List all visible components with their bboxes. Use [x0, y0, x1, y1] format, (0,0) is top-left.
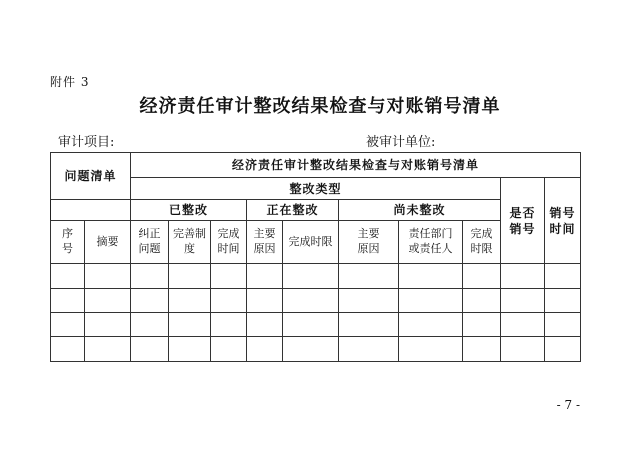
page-number: - 7 - [556, 398, 580, 412]
table-row [51, 264, 581, 288]
col-deadline-header: 完成时限 [283, 221, 339, 264]
col-main-reason2-header: 主要 原因 [339, 221, 399, 264]
audit-item-label: 审计项目: [58, 135, 115, 150]
col-summary-header: 摘要 [85, 221, 131, 264]
is-cancelled-header: 是否 销号 [501, 178, 545, 264]
col-deadline2-header: 完成 时限 [463, 221, 501, 264]
table-row [51, 313, 581, 337]
audited-unit-label: 被审计单位: [366, 135, 436, 150]
rectification-table [50, 152, 581, 362]
not-rectified-header: 尚未整改 [339, 199, 501, 220]
table-super-header: 经济责任审计整改结果检查与对账销号清单 [131, 153, 581, 178]
col-main-reason-header: 主要 原因 [247, 221, 283, 264]
attachment-label: 附件 3 [50, 75, 90, 89]
col-done-time-header: 完成 时间 [211, 221, 247, 264]
issue-list-header: 问题清单 [51, 153, 131, 200]
cancel-time-header: 销号 时间 [545, 178, 581, 264]
col-responsible-header: 责任部门 或责任人 [399, 221, 463, 264]
rectified-header: 已整改 [131, 199, 247, 220]
table-row [51, 288, 581, 312]
table-row [51, 337, 581, 362]
col-improve-header: 完善制 度 [169, 221, 211, 264]
document-title: 经济责任审计整改结果检查与对账销号清单 [139, 96, 501, 117]
col-correct-header: 纠正 问题 [131, 221, 169, 264]
col-seq-header: 序 号 [51, 221, 85, 264]
in-progress-header: 正在整改 [247, 199, 339, 220]
rectify-type-header: 整改类型 [131, 178, 501, 199]
